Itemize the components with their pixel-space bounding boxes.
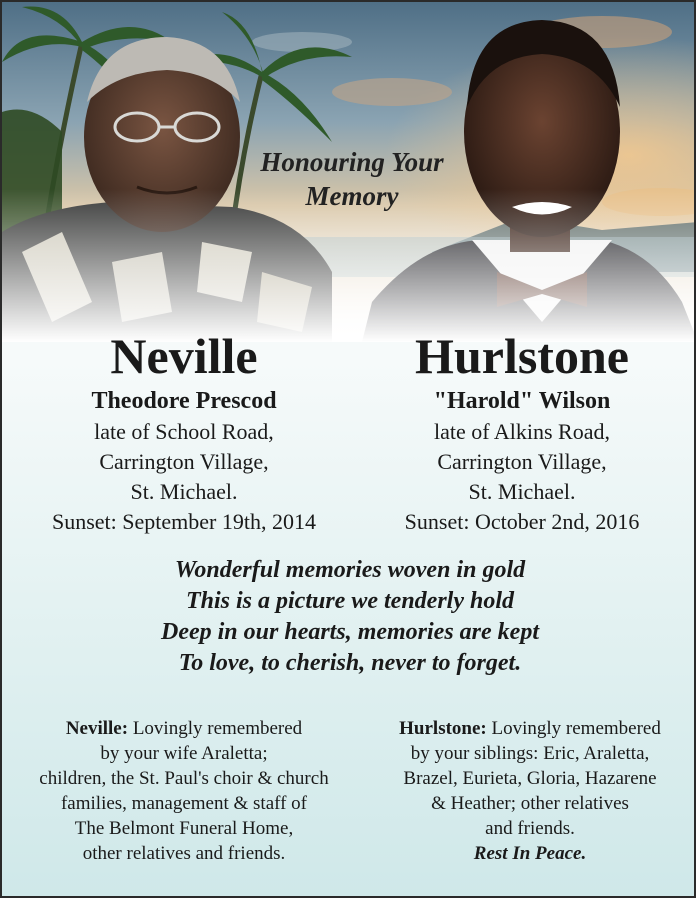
left-address-line: late of School Road, [94, 419, 274, 444]
tagline-line: Honouring Your [260, 147, 444, 177]
right-address-line: late of Alkins Road, [434, 419, 610, 444]
tribute-text: Lovingly remembered [486, 718, 661, 739]
left-surname: Theodore Prescod [91, 388, 277, 414]
tribute-line [6, 716, 362, 741]
tribute-line: families, management & staff of [60, 793, 308, 814]
tribute-line: children, the St. Paul's choir & church [39, 768, 329, 789]
tribute-line: and friends. [485, 818, 575, 839]
tribute-line: & Heather; other relatives [431, 793, 629, 814]
tribute-line: The Belmont Funeral Home, [74, 818, 294, 839]
poem-line: To love, to cherish, never to forget. [178, 650, 522, 676]
tribute-name: Hurlstone: [399, 718, 487, 739]
right-address-line: St. Michael. [468, 479, 576, 504]
rest-in-peace: Rest In Peace. [473, 843, 587, 864]
left-tribute [6, 716, 362, 866]
left-first-name: Neville [110, 328, 258, 384]
left-sunset-date: Sunset: September 19th, 2014 [52, 509, 316, 534]
tagline-line: Memory [305, 181, 399, 211]
poem-line: Deep in our hearts, memories are kept [161, 619, 539, 645]
tribute-line: Brazel, Eurieta, Gloria, Hazarene [403, 768, 657, 789]
right-deceased-details [352, 327, 692, 537]
tagline [217, 145, 487, 213]
left-address-line: Carrington Village, [99, 449, 269, 474]
poem-line: Wonderful memories woven in gold [174, 557, 526, 583]
right-surname: "Harold" Wilson [433, 388, 611, 414]
memorial-poem [2, 555, 696, 679]
tribute-name: Neville: [65, 718, 129, 739]
left-address-line: St. Michael. [130, 479, 238, 504]
tribute-line: other relatives and friends. [82, 843, 286, 864]
tribute-line: by your siblings: Eric, Araletta, [410, 743, 650, 764]
tribute-line: by your wife Araletta; [100, 743, 268, 764]
tribute-line [366, 716, 694, 741]
right-address-line: Carrington Village, [437, 449, 607, 474]
poem-line: This is a picture we tenderly hold [185, 588, 514, 614]
right-tribute [366, 716, 694, 866]
tribute-text: Lovingly remembered [128, 718, 303, 739]
left-deceased-details [14, 327, 354, 537]
right-first-name: Hurlstone [415, 328, 629, 384]
right-sunset-date: Sunset: October 2nd, 2016 [404, 509, 640, 534]
